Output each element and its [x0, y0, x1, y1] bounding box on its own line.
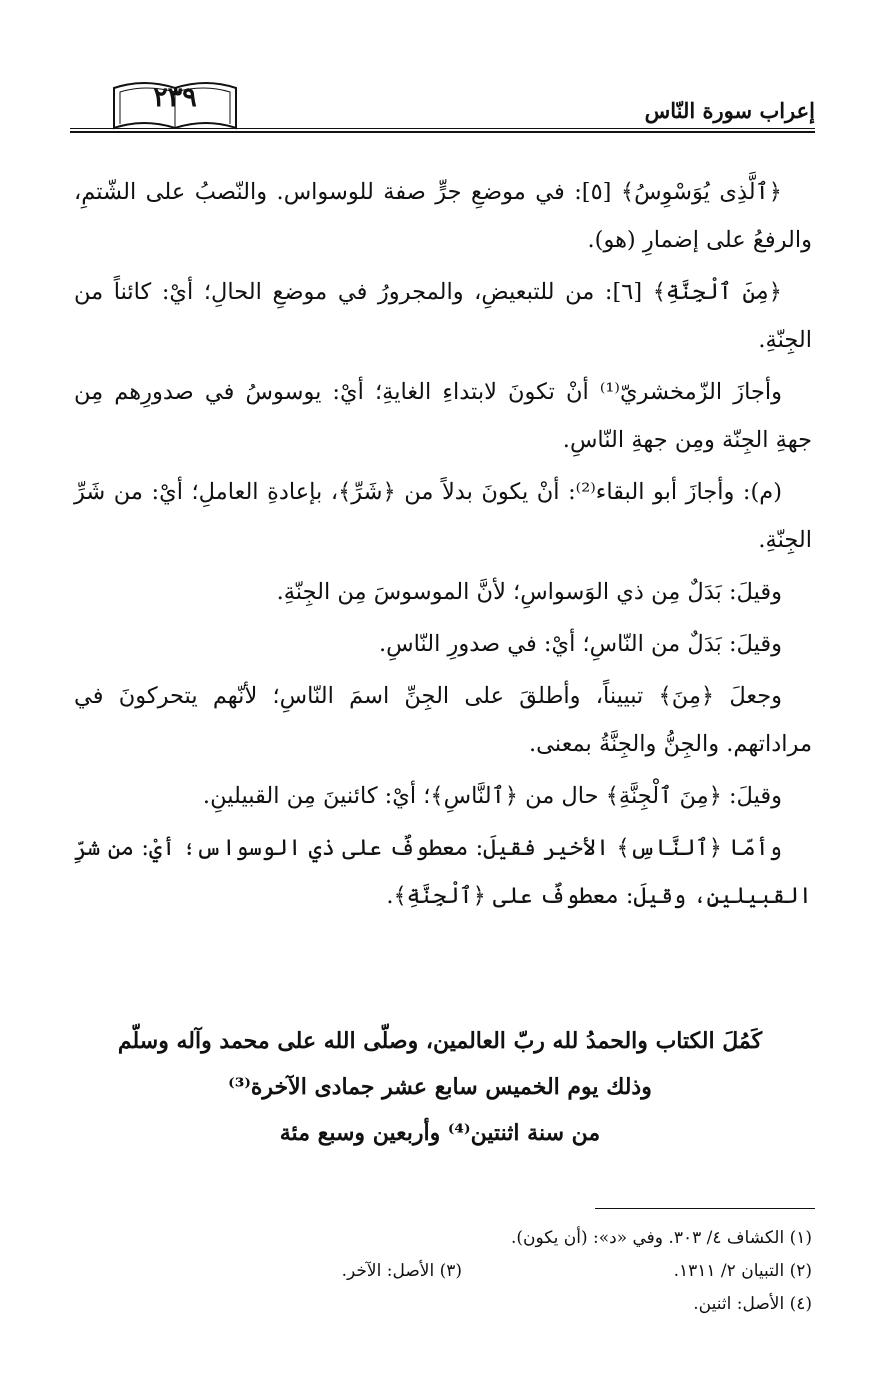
- footnote-4: (٤) الأصل: اثنين.: [693, 1294, 812, 1314]
- paragraph: وأمّا ﴿ٱلنَّاسِ﴾ الأخير فقيلَ: معطوفٌ على ذي الوسواس؛ أيْ: من شرِّ القبيلينِ، وقيلَ: معطوفٌ على ﴿ٱلْجِنَّةِ﴾.: [74, 835, 812, 909]
- colophon-line: كَمُلَ الكتاب والحمدُ لله ربّ العالمين، وصلّى الله على محمد وآله وسلّم: [117, 1028, 763, 1054]
- colophon-line: من سنة اثنتين⁽⁴⁾ وأربعين وسبع مئة: [279, 1120, 601, 1146]
- paragraph: ﴿ٱلَّذِى يُوَسْوِسُ﴾ [٥]: في موضعِ جرٍّ صفة للوسواس. والنّصبُ على الشّتمِ، والرفعُ على إضمارِ (هو).: [74, 179, 812, 253]
- paragraph: وأجازَ الزّمخشريّ⁽¹⁾ أنْ تكونَ لابتداءِ الغايةِ؛ أيْ: يوسوسُ في صدورِهم مِن جهةِ الجِنّة ومِن جهةِ النّاسِ.: [74, 379, 812, 453]
- colophon-line: وذلك يوم الخميس سابع عشر جمادى الآخرة⁽³⁾: [228, 1074, 652, 1100]
- page-header: [70, 68, 815, 138]
- paragraph: وقيلَ: بَدَلٌ من النّاسِ؛ أيْ: في صدورِ النّاسِ.: [378, 631, 782, 657]
- footnote-1: (١) الكشاف ٤/ ٣٠٣. وفي «د»: (أن يكون).: [510, 1228, 812, 1248]
- footnote-2: (٢) التبيان ٢/ ١٣١١.: [673, 1261, 812, 1281]
- paragraph: وقيلَ: ﴿مِنَ ٱلْجِنَّةِ﴾ حال من ﴿ٱلنَّاسِ﴾؛ أيْ: كائنينَ مِن القبيلينِ.: [202, 783, 782, 809]
- paragraph: وقيلَ: بَدَلٌ مِن ذي الوَسواسِ؛ لأنَّ الموسوسَ مِن الجِنّةِ.: [276, 579, 782, 605]
- main-text: [74, 168, 812, 924]
- colophon: [60, 1018, 820, 1156]
- footnote-3: (٣) الأصل: الآخر.: [341, 1261, 462, 1281]
- footnotes: [200, 1222, 812, 1321]
- running-title: إعراب سورة النّاس: [644, 98, 815, 123]
- paragraph: ﴿مِنَ ٱلْجِنَّةِ﴾ [٦]: من للتبعيضِ، والمجرورُ في موضعِ الحالِ؛ أيْ: كائناً من الجِنّةِ.: [74, 279, 812, 353]
- page-number: ٢٣٩: [153, 82, 197, 113]
- footnote-divider: [595, 1208, 815, 1209]
- paragraph: وجعلَ ﴿مِنَ﴾ تبييناً، وأطلقَ على الجِنِّ اسمَ النّاسِ؛ لأنّهم يتحركونَ في مراداتهم. والجِنُّ والجِنَّةُ بمعنى.: [74, 683, 812, 757]
- paragraph: (م): وأجازَ أبو البقاء⁽²⁾: أنْ يكونَ بدلاً من ﴿شَرِّ﴾، بإعادةِ العاملِ؛ أيْ: من شَرِّ الجِنّةِ.: [74, 479, 812, 553]
- header-divider: [70, 128, 815, 134]
- page-number-ornament: [110, 78, 240, 132]
